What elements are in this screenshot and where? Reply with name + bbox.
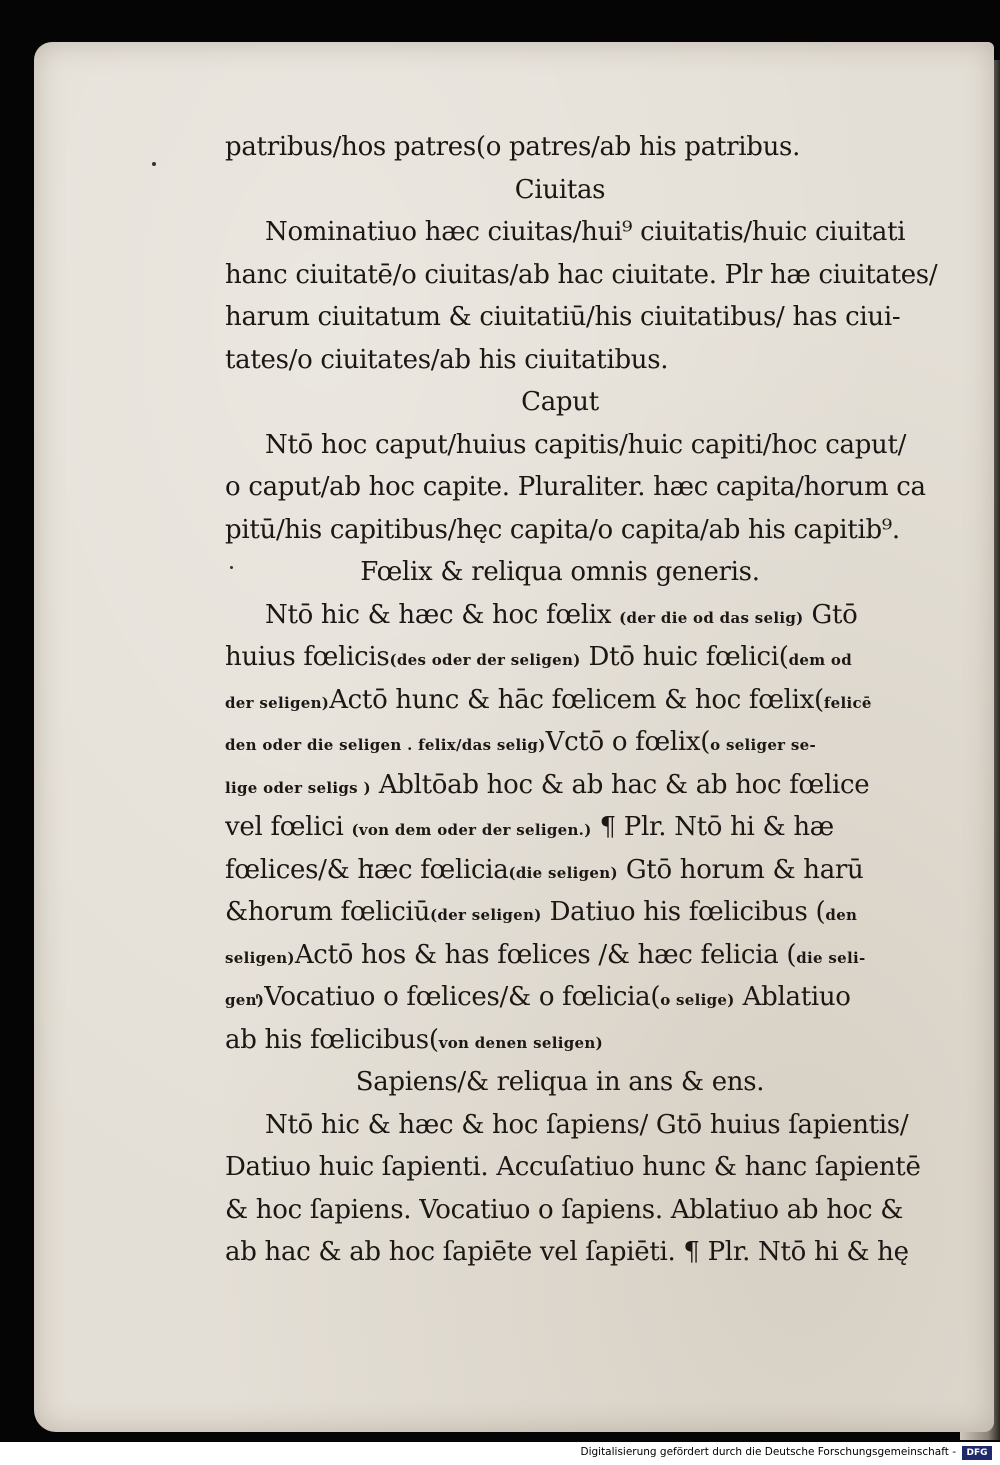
text-line <box>225 806 965 849</box>
german-gloss: (die seligen) <box>508 863 618 882</box>
text-line <box>225 126 965 169</box>
german-gloss: lige oder seligs ) <box>225 778 371 797</box>
text-line <box>225 509 965 552</box>
latin-text: & hoc ſapiens. Vocatiuo o ſapiens. Ablatiuo ab hoc & <box>225 1194 904 1225</box>
text-line <box>225 211 965 254</box>
latin-text: pitū/his capitibus/hęc capita/o capita/ab his capitib⁹. <box>225 514 900 545</box>
latin-text: Actō hos & has fœlices /& hæc felicia ( <box>294 939 797 970</box>
latin-text: Sapiens/& reliqua in ans & ens. <box>355 1067 765 1097</box>
latin-text: tates/o ciuitates/ab his ciuitatibus. <box>225 344 669 375</box>
latin-text: Dtō huic fœlici( <box>580 642 789 672</box>
latin-text: Ntō hic & hæc & hoc ſapiens/ Gtō huius ſapientis/ <box>265 1109 909 1140</box>
latin-text: Datiuo huic ſapienti. Accuſatiuo hunc & hanc ſapientē <box>225 1152 921 1182</box>
latin-text: Vocatiuo o fœlices/& o fœlicia( <box>264 982 661 1012</box>
text-line <box>225 679 965 722</box>
latin-text: hanc ciuitatē/o ciuitas/ab hac ciuitate. Plr hæ ciuitates/ <box>225 259 938 290</box>
latin-text: Datiuo his fœlicibus ( <box>541 897 826 927</box>
latin-text: Ciuitas <box>514 174 606 205</box>
text-line <box>225 1146 965 1189</box>
ink-speck <box>152 162 156 166</box>
text-line <box>225 721 965 764</box>
german-gloss: seligen) <box>225 948 295 967</box>
latin-text: patribus/hos patres(o patres/ab his patribus. <box>225 132 801 162</box>
latin-text: vel fœlici <box>225 812 352 842</box>
text-line <box>225 424 965 467</box>
latin-text: fœlices/& hæc fœlicia <box>225 854 509 885</box>
german-gloss: den oder die seligen . felix/das selig) <box>225 736 546 754</box>
latin-text: Nominatiuo hæc ciuitas/hui⁹ ciuitatis/huic ciuitati <box>265 217 906 247</box>
text-block <box>225 126 965 1274</box>
german-gloss: dem od <box>788 651 853 669</box>
latin-text: Ntō hic & hæc & hoc fœlix <box>265 599 620 630</box>
latin-text: Abltōab hoc & ab hac & ab hoc fœlice <box>370 769 870 800</box>
latin-text: Fœlix & reliqua omnis generis. <box>360 557 760 587</box>
section-heading <box>225 551 965 594</box>
german-gloss: der seligen) <box>225 693 330 712</box>
text-line <box>225 594 965 637</box>
text-line <box>225 1231 965 1274</box>
german-gloss: (von dem oder der seligen.) <box>351 821 592 839</box>
german-gloss: o seliger se- <box>710 736 817 754</box>
latin-text: Gtō horum & harū <box>617 854 864 885</box>
text-line <box>225 466 965 509</box>
latin-text: o caput/ab hoc capite. Pluraliter. hæc capita/horum ca <box>225 472 926 502</box>
latin-text: ab his fœlicibus( <box>225 1024 439 1055</box>
german-gloss: (der die od das selig) <box>619 608 804 627</box>
latin-text: Gtō <box>803 599 858 630</box>
text-line <box>225 934 965 977</box>
german-gloss: o selige) <box>660 991 735 1009</box>
latin-text: Actō hunc & hāc fœlicem & hoc fœlix( <box>329 684 824 715</box>
section-heading <box>225 1061 965 1104</box>
german-gloss: die seli- <box>796 948 866 967</box>
footer-credit: Digitalisierung gefördert durch die Deutsche Forschungsgemeinschaft - <box>580 1446 956 1458</box>
text-line <box>225 1189 965 1232</box>
latin-text: ab hac & ab hoc ſapiēte vel ſapiēti. ¶ Plr. Ntō hi & hę <box>225 1237 909 1267</box>
text-line <box>225 849 965 892</box>
section-heading <box>225 169 965 212</box>
text-line <box>225 976 965 1019</box>
german-gloss: (des oder der seligen) <box>389 651 581 669</box>
german-gloss: felicē <box>823 693 872 712</box>
latin-text: &horum fœliciū <box>225 897 431 927</box>
footer-bar <box>0 1442 1000 1465</box>
text-line <box>225 636 965 679</box>
latin-text: huius fœlicis <box>225 642 390 672</box>
latin-text: Vctō o fœlix( <box>545 727 711 757</box>
text-line <box>225 1019 965 1062</box>
latin-text: harum ciuitatum & ciuitatiū/his ciuitatibus/ has ciui- <box>225 302 901 332</box>
text-line <box>225 254 965 297</box>
text-line <box>225 1104 965 1147</box>
dfg-logo: DFG <box>962 1446 992 1460</box>
latin-text: Ablatiuo <box>734 982 851 1012</box>
text-line <box>225 891 965 934</box>
german-gloss: von denen seligen) <box>438 1033 603 1052</box>
german-gloss: gen) <box>225 991 265 1009</box>
text-line <box>225 764 965 807</box>
latin-text: Ntō hoc caput/huius capitis/huic capiti/hoc caput/ <box>265 429 907 460</box>
german-gloss: den <box>825 906 858 924</box>
latin-text: ¶ Plr. Ntō hi & hæ <box>591 812 834 842</box>
german-gloss: (der seligen) <box>430 906 542 924</box>
text-line <box>225 296 965 339</box>
section-heading <box>225 381 965 424</box>
text-line <box>225 339 965 382</box>
latin-text: Caput <box>521 387 599 417</box>
